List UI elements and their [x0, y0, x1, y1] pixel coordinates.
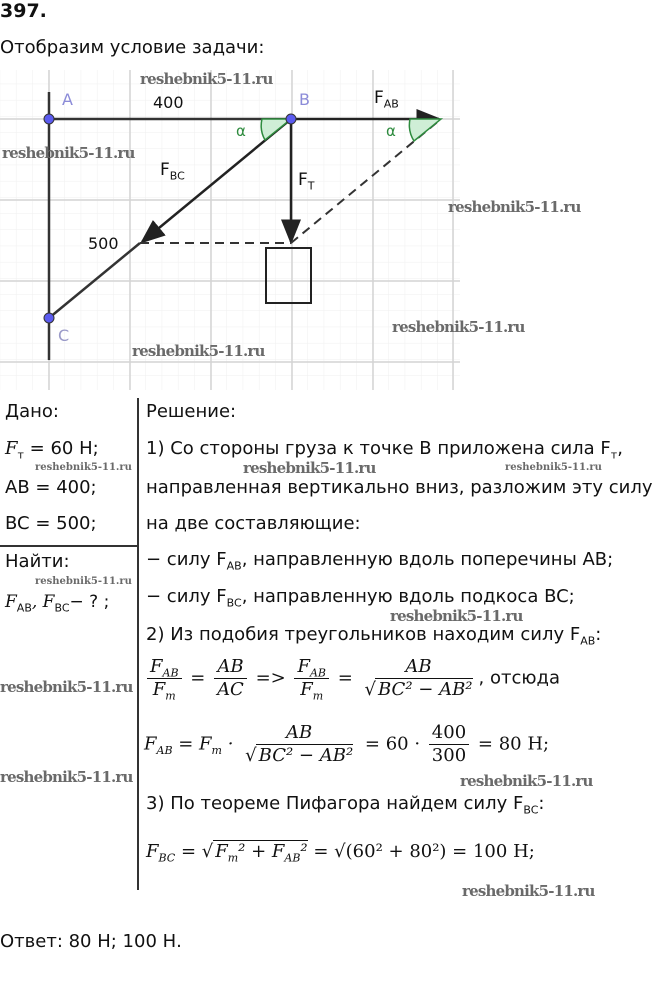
frac-fab-ft: $\frac{F_{AB}}{F_т}$	[147, 656, 182, 701]
watermark: reshebnik5-11.ru	[390, 607, 523, 625]
find-text	[5, 592, 110, 615]
l4b: , направленную вдоль поперечины AB;	[241, 549, 614, 570]
solution-line-3: на две составляющие:	[146, 513, 361, 534]
intro-text: Отобразим условие задачи:	[0, 37, 265, 58]
f-bc-letter: F	[160, 160, 170, 180]
label-500: 500	[88, 234, 119, 253]
watermark: reshebnik5-11.ru	[448, 198, 581, 216]
l7s: BC	[523, 803, 539, 817]
l1-sub: т	[610, 448, 618, 462]
label-a: A	[62, 90, 73, 109]
frac-fab-ft-2: $\frac{F_{AB}}{F_т}$	[294, 656, 329, 701]
f-ab-sub: AB	[383, 97, 399, 111]
given-heading: Дано:	[5, 401, 59, 422]
answer-text: Ответ: 80 Н; 100 Н.	[0, 931, 182, 952]
l1-text: 1) Со стороны груза к точке B приложена сила F	[146, 438, 611, 459]
watermark: reshebnik5-11.ru	[2, 144, 135, 162]
label-f-bc	[160, 160, 185, 183]
ft-sub: т	[17, 448, 24, 462]
label-b: B	[299, 90, 310, 109]
point-c	[44, 313, 54, 323]
given-divider	[0, 545, 137, 547]
watermark: reshebnik5-11.ru	[505, 462, 602, 473]
eq2-den: 300	[431, 745, 467, 766]
watermark: reshebnik5-11.ru	[243, 459, 376, 477]
problem-number: 397.	[0, 0, 47, 22]
watermark: reshebnik5-11.ru	[132, 342, 265, 360]
eq2-num: 400	[429, 722, 469, 745]
label-f-ab	[374, 88, 399, 111]
l7a: 3) По теореме Пифагора найдем силу F	[146, 793, 524, 814]
find-f1: F	[5, 592, 17, 612]
watermark: reshebnik5-11.ru	[462, 882, 595, 900]
find-end: − ? ;	[69, 592, 110, 612]
eq1-tail: , отсюда	[478, 667, 560, 689]
given-bc: BC = 500;	[5, 513, 97, 534]
f-t-letter: F	[298, 170, 308, 190]
watermark: reshebnik5-11.ru	[392, 318, 525, 336]
l6b: :	[595, 624, 602, 645]
solution-line-7	[146, 793, 545, 817]
solution-line-5	[146, 586, 575, 610]
point-b	[286, 114, 296, 124]
given-ab: AB = 400;	[5, 477, 97, 498]
alpha-label-b: α	[236, 122, 246, 140]
solution-line-4	[146, 549, 614, 573]
solution-line-1: 1) Со стороны груза к точке B приложена сила $F_т$,	[146, 438, 623, 462]
frac-ab-sqrt-2: $\frac{AB}{\text{√ BC² − AB²}}$	[245, 722, 354, 766]
solution-line-6	[146, 624, 602, 648]
watermark: reshebnik5-11.ru	[140, 70, 273, 88]
l6s: AB	[580, 634, 596, 648]
frac-ab-sqrt: $\frac{AB}{\text{√ BC² − AB²}}$	[364, 656, 473, 700]
find-f2: , F	[31, 592, 55, 612]
l6a: 2) Из подобия треугольников находим силу F	[146, 624, 581, 645]
ft-value: = 60 Н;	[23, 438, 99, 459]
eq3-tail: = √(60² + 80²) = 100 Н;	[313, 841, 535, 862]
eq2-mid: = 60 ·	[364, 733, 421, 755]
watermark: reshebnik5-11.ru	[35, 576, 132, 587]
equation-1: $\frac{F_{AB}}{F_т}$ = $\frac{AB}{AC}$ => $\frac{F_{AB}}{F_т}$ = $\frac{AB}{\text{√ BC² − AB²}}$ , отсюда	[144, 656, 560, 701]
label-c: C	[58, 326, 70, 345]
ft-letter: F	[5, 438, 18, 459]
equation-2: $F_{AB} = F_т$ · $\frac{AB}{\text{√ BC² − AB²}}$ = 60 · $\frac{400}{300}$ = 80 Н;	[144, 722, 550, 766]
frac-400-300	[429, 722, 469, 767]
solution-heading: Решение:	[146, 401, 237, 422]
watermark: reshebnik5-11.ru	[0, 768, 133, 786]
find-sub1: AB	[16, 601, 32, 615]
l4a: − силу F	[146, 549, 227, 570]
alpha-label-right: α	[386, 122, 396, 140]
l5s: BC	[226, 596, 242, 610]
point-a	[44, 114, 54, 124]
find-heading: Найти:	[5, 551, 70, 572]
watermark: reshebnik5-11.ru	[0, 678, 133, 696]
f-t-sub: T	[307, 179, 315, 193]
watermark: reshebnik5-11.ru	[460, 772, 593, 790]
column-divider	[137, 398, 139, 890]
f-bc-sub: BC	[169, 169, 185, 183]
label-f-t	[298, 170, 315, 193]
solution-line-2: направленная вертикально вниз, разложим эту силу	[146, 477, 652, 498]
watermark: reshebnik5-11.ru	[35, 462, 132, 473]
eq2-result: = 80 Н;	[477, 733, 550, 755]
frac-ab-ac: $\frac{AB}{AC}$	[214, 656, 247, 701]
find-sub2: BC	[54, 601, 70, 615]
label-400: 400	[153, 93, 184, 112]
l5a: − силу F	[146, 586, 227, 607]
l5b: , направленную вдоль подкоса BC;	[241, 586, 575, 607]
f-ab-letter: F	[374, 88, 384, 108]
given-ft	[5, 438, 99, 462]
equation-3: $F_{BC}$ = √ $F_т^2 + F_{AB}^2 = √(60^2 + 80^2) = 100$ Н;	[146, 841, 535, 865]
l7b: :	[538, 793, 545, 814]
l4s: AB	[226, 559, 242, 573]
